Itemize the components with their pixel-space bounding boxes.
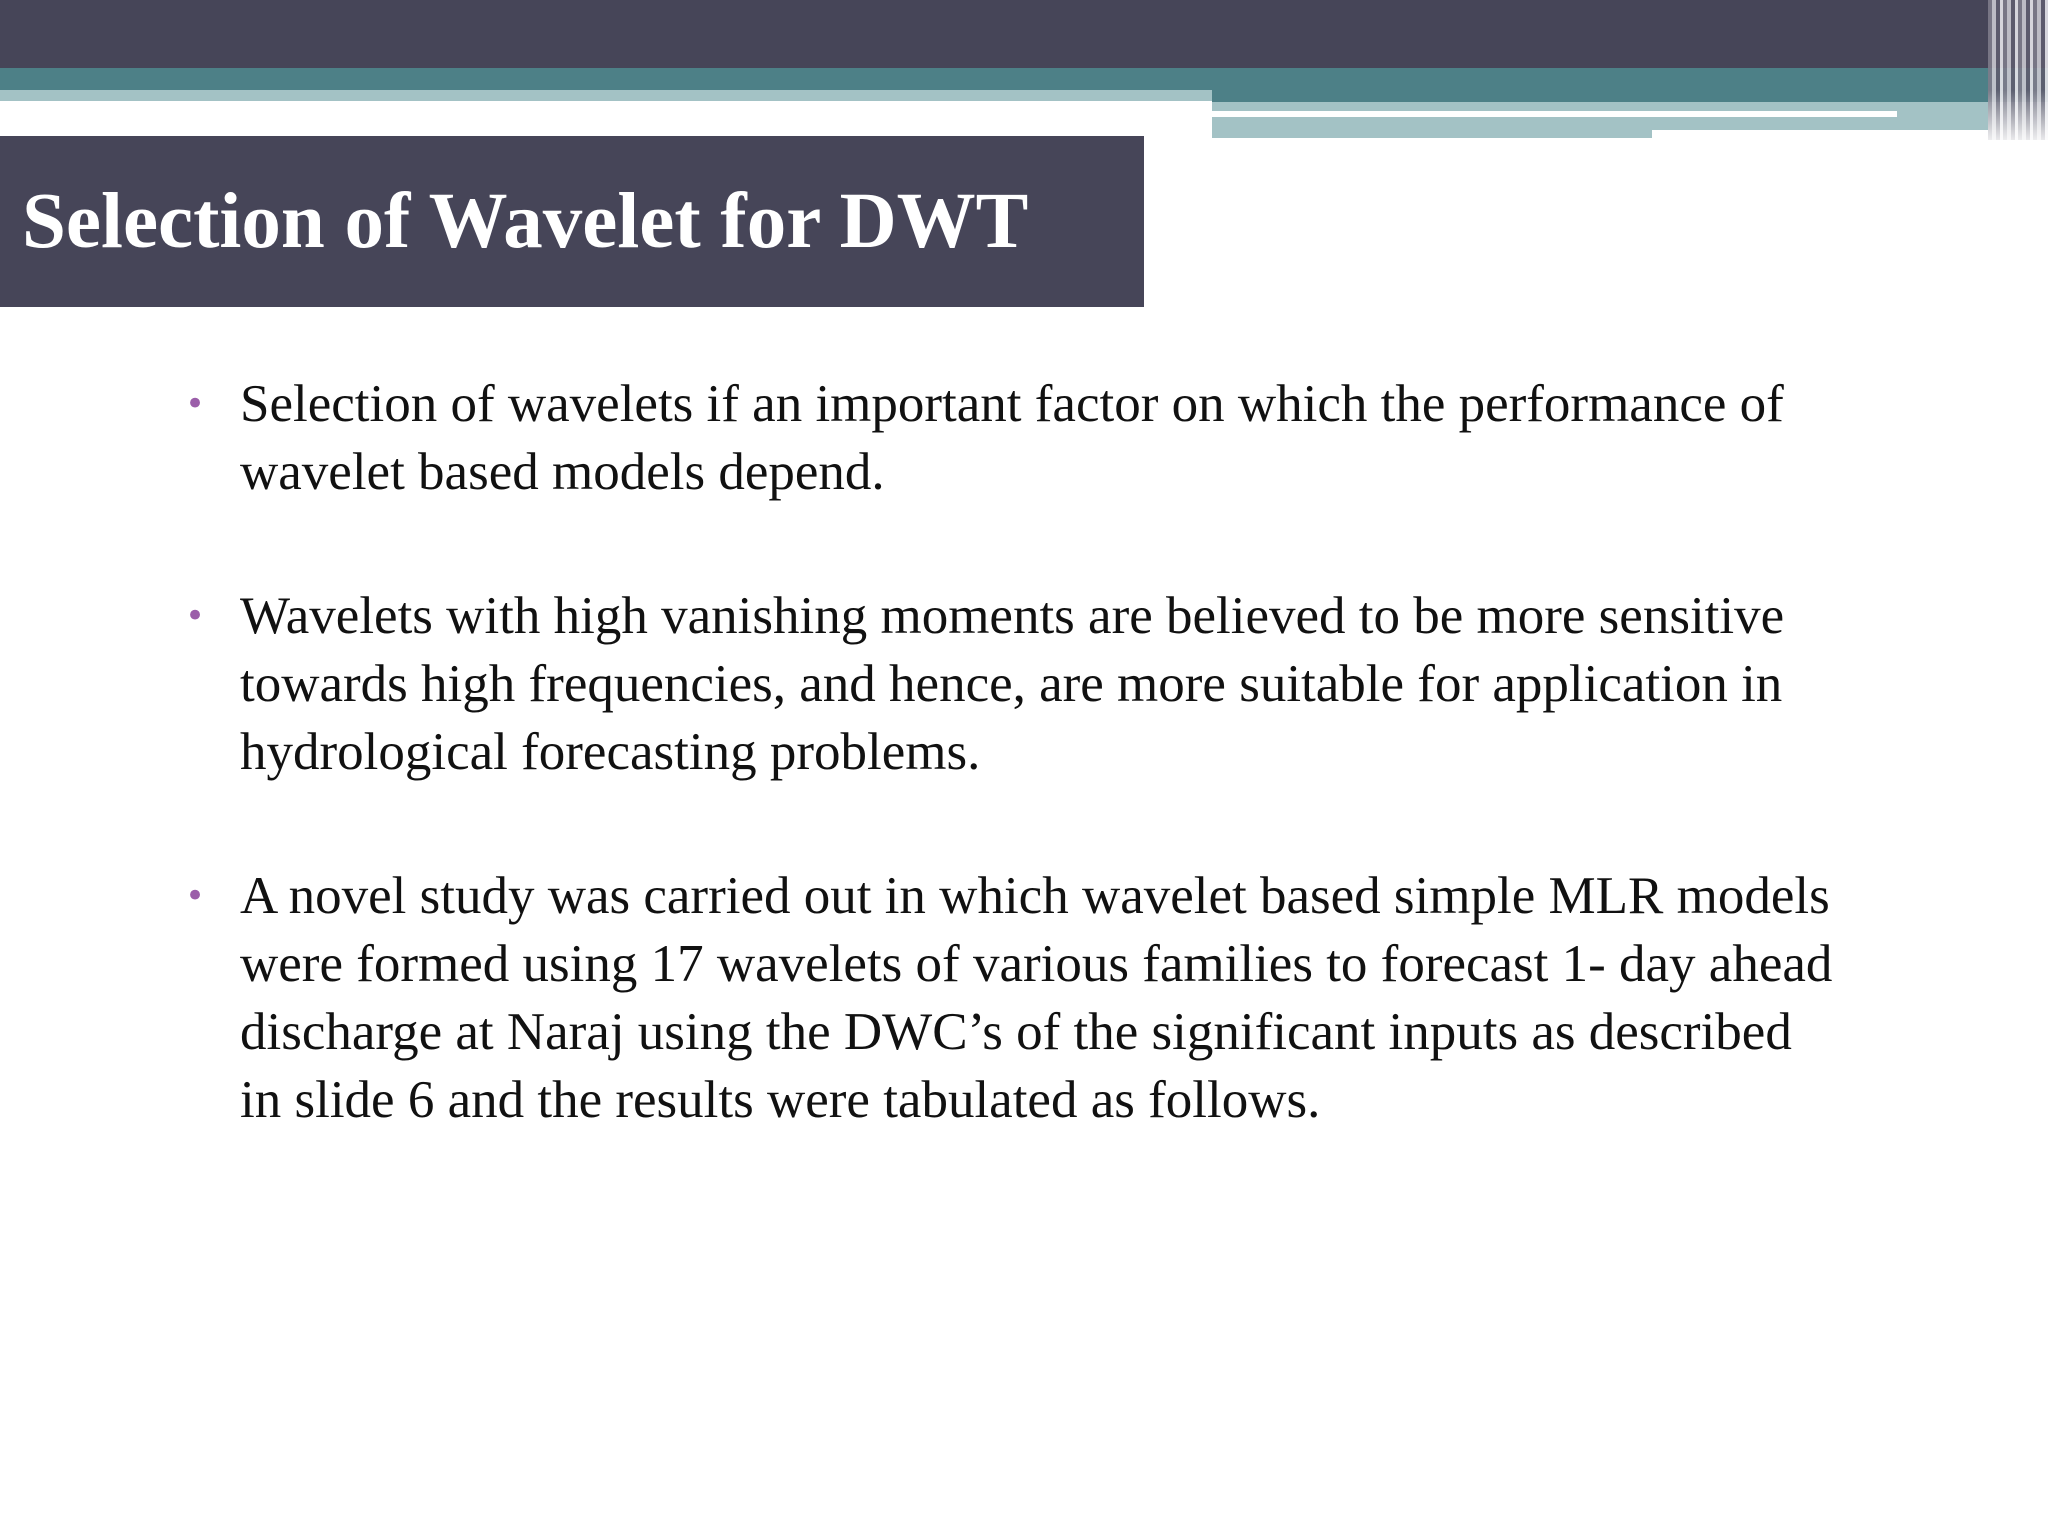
corner-stripes-fade xyxy=(1988,90,2048,140)
bullet-line: wavelet based models depend. xyxy=(240,443,885,501)
bullet-dot-icon: • xyxy=(185,876,206,916)
bullet-list xyxy=(0,370,2048,1210)
slide-title: Selection of Wavelet for DWT xyxy=(22,178,1029,265)
header-band-dark xyxy=(0,0,2048,68)
header-divider-line xyxy=(1212,111,1897,117)
title-box xyxy=(0,136,1144,307)
bullet-item xyxy=(0,862,1960,1134)
bullet-line: were formed using 17 wavelets of various families to forecast 1- day ahead xyxy=(240,935,1833,993)
bullet-line: Wavelets with high vanishing moments are believed to be more sensitive xyxy=(240,587,1785,645)
bullet-dot-icon: • xyxy=(185,596,206,636)
bullet-line: hydrological forecasting problems. xyxy=(240,723,981,781)
bullet-line: Selection of wavelets if an important factor on which the performance of xyxy=(240,375,1784,433)
header-band-light-left xyxy=(0,90,1212,101)
bullet-line: discharge at Naraj using the DWC’s of the significant inputs as described xyxy=(240,1003,1792,1061)
bullet-line: towards high frequencies, and hence, are more suitable for application in xyxy=(240,655,1783,713)
header-band-teal xyxy=(0,68,2048,90)
bullet-item xyxy=(0,370,1960,506)
bullet-line: in slide 6 and the results were tabulated as follows. xyxy=(240,1071,1321,1129)
bullet-item xyxy=(0,582,1960,786)
header-band-teal-right xyxy=(1212,90,2048,102)
bullet-line: A novel study was carried out in which wavelet based simple MLR models xyxy=(240,867,1830,925)
bullet-dot-icon: • xyxy=(185,384,206,424)
